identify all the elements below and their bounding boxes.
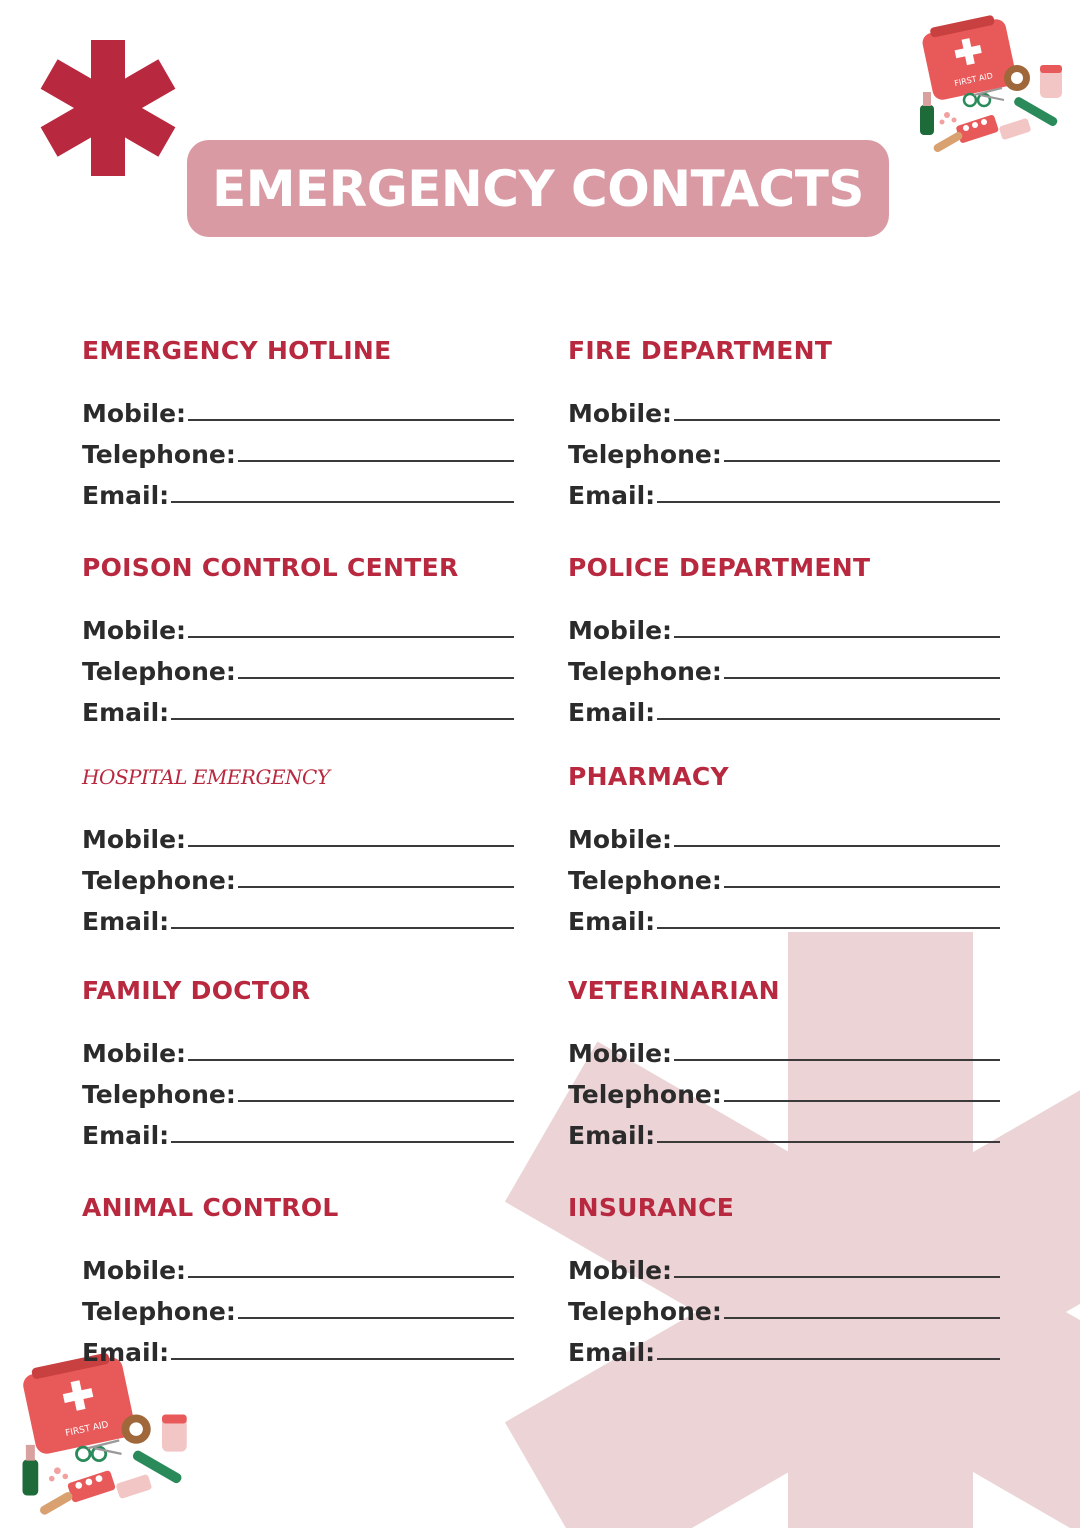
section-family-doctor xyxy=(82,976,514,1151)
telephone-label: Telephone: xyxy=(82,1080,236,1109)
section-title: PHARMACY xyxy=(568,762,729,791)
mobile-line[interactable] xyxy=(188,419,514,421)
email-field[interactable] xyxy=(568,1110,1000,1151)
section-emergency-hotline xyxy=(82,336,514,511)
mobile-label: Mobile: xyxy=(82,399,187,428)
first-aid-kit-icon xyxy=(18,1352,198,1522)
section-title: VETERINARIAN xyxy=(568,976,780,1005)
mobile-label: Mobile: xyxy=(82,616,187,645)
email-field[interactable] xyxy=(568,687,1000,728)
telephone-line[interactable] xyxy=(724,1317,1000,1319)
mobile-label: Mobile: xyxy=(568,825,673,854)
telephone-line[interactable] xyxy=(238,1100,514,1102)
first-aid-kit-icon xyxy=(912,10,1072,160)
email-label: Email: xyxy=(568,1338,656,1367)
mobile-label: Mobile: xyxy=(568,616,673,645)
email-label: Email: xyxy=(568,907,656,936)
mobile-line[interactable] xyxy=(674,1059,1000,1061)
telephone-field[interactable] xyxy=(568,1069,1000,1110)
section-title: POLICE DEPARTMENT xyxy=(568,553,871,582)
mobile-field[interactable] xyxy=(568,388,1000,429)
section-animal-control xyxy=(82,1193,514,1368)
telephone-label: Telephone: xyxy=(568,866,722,895)
mobile-field[interactable] xyxy=(82,1245,514,1286)
telephone-label: Telephone: xyxy=(568,657,722,686)
mobile-label: Mobile: xyxy=(568,1256,673,1285)
section-title: FAMILY DOCTOR xyxy=(82,976,311,1005)
mobile-label: Mobile: xyxy=(82,825,187,854)
email-line[interactable] xyxy=(657,501,1000,503)
telephone-field[interactable] xyxy=(82,855,514,896)
telephone-line[interactable] xyxy=(724,1100,1000,1102)
email-label: Email: xyxy=(82,1121,170,1150)
telephone-label: Telephone: xyxy=(82,1297,236,1326)
email-field[interactable] xyxy=(82,687,514,728)
mobile-field[interactable] xyxy=(568,605,1000,646)
telephone-field[interactable] xyxy=(568,646,1000,687)
mobile-label: Mobile: xyxy=(568,1039,673,1068)
section-veterinarian xyxy=(568,976,1000,1151)
telephone-line[interactable] xyxy=(724,677,1000,679)
telephone-label: Telephone: xyxy=(82,657,236,686)
section-hospital-emergency xyxy=(82,762,514,937)
telephone-line[interactable] xyxy=(238,886,514,888)
email-field[interactable] xyxy=(568,470,1000,511)
email-line[interactable] xyxy=(171,718,514,720)
section-insurance xyxy=(568,1193,1000,1368)
email-line[interactable] xyxy=(657,927,1000,929)
title-banner xyxy=(187,140,889,237)
telephone-label: Telephone: xyxy=(82,866,236,895)
email-label: Email: xyxy=(568,698,656,727)
email-label: Email: xyxy=(82,481,170,510)
email-line[interactable] xyxy=(171,927,514,929)
email-label: Email: xyxy=(82,1338,170,1367)
mobile-field[interactable] xyxy=(568,1245,1000,1286)
telephone-label: Telephone: xyxy=(568,440,722,469)
section-poison-control-center xyxy=(82,553,514,728)
email-field[interactable] xyxy=(568,896,1000,937)
page-title: EMERGENCY CONTACTS xyxy=(212,159,864,218)
telephone-line[interactable] xyxy=(238,1317,514,1319)
section-police-department xyxy=(568,553,1000,728)
mobile-line[interactable] xyxy=(674,419,1000,421)
telephone-line[interactable] xyxy=(238,460,514,462)
section-title: EMERGENCY HOTLINE xyxy=(82,336,392,365)
telephone-field[interactable] xyxy=(568,1286,1000,1327)
mobile-label: Mobile: xyxy=(82,1256,187,1285)
email-line[interactable] xyxy=(171,1141,514,1143)
section-title: HOSPITAL EMERGENCY xyxy=(82,765,330,789)
email-field[interactable] xyxy=(82,896,514,937)
telephone-field[interactable] xyxy=(568,429,1000,470)
mobile-field[interactable] xyxy=(82,388,514,429)
mobile-field[interactable] xyxy=(82,1028,514,1069)
telephone-line[interactable] xyxy=(724,886,1000,888)
email-label: Email: xyxy=(568,481,656,510)
mobile-field[interactable] xyxy=(568,814,1000,855)
section-title: FIRE DEPARTMENT xyxy=(568,336,833,365)
section-pharmacy xyxy=(568,762,1000,937)
mobile-field[interactable] xyxy=(82,605,514,646)
telephone-label: Telephone: xyxy=(568,1080,722,1109)
mobile-line[interactable] xyxy=(188,1059,514,1061)
telephone-field[interactable] xyxy=(568,855,1000,896)
telephone-field[interactable] xyxy=(82,1286,514,1327)
email-line[interactable] xyxy=(171,501,514,503)
medical-asterisk-icon xyxy=(38,38,178,178)
section-title: POISON CONTROL CENTER xyxy=(82,553,459,582)
email-field[interactable] xyxy=(82,1110,514,1151)
kit-label: FIRST AID xyxy=(64,1420,110,1439)
mobile-field[interactable] xyxy=(82,814,514,855)
mobile-line[interactable] xyxy=(674,1276,1000,1278)
telephone-line[interactable] xyxy=(724,460,1000,462)
mobile-line[interactable] xyxy=(674,845,1000,847)
mobile-line[interactable] xyxy=(674,636,1000,638)
email-line[interactable] xyxy=(657,718,1000,720)
telephone-field[interactable] xyxy=(82,646,514,687)
section-title: INSURANCE xyxy=(568,1193,735,1222)
email-field[interactable] xyxy=(82,1327,514,1368)
section-title: ANIMAL CONTROL xyxy=(82,1193,339,1222)
email-label: Email: xyxy=(82,698,170,727)
email-line[interactable] xyxy=(657,1141,1000,1143)
mobile-label: Mobile: xyxy=(568,399,673,428)
telephone-label: Telephone: xyxy=(82,440,236,469)
telephone-field[interactable] xyxy=(82,429,514,470)
mobile-line[interactable] xyxy=(188,845,514,847)
telephone-field[interactable] xyxy=(82,1069,514,1110)
mobile-field[interactable] xyxy=(568,1028,1000,1069)
email-label: Email: xyxy=(82,907,170,936)
email-label: Email: xyxy=(568,1121,656,1150)
email-field[interactable] xyxy=(568,1327,1000,1368)
telephone-label: Telephone: xyxy=(568,1297,722,1326)
email-line[interactable] xyxy=(171,1358,514,1360)
mobile-label: Mobile: xyxy=(82,1039,187,1068)
email-line[interactable] xyxy=(657,1358,1000,1360)
mobile-line[interactable] xyxy=(188,1276,514,1278)
kit-label: FIRST AID xyxy=(953,71,994,89)
mobile-line[interactable] xyxy=(188,636,514,638)
section-fire-department xyxy=(568,336,1000,511)
email-field[interactable] xyxy=(82,470,514,511)
telephone-line[interactable] xyxy=(238,677,514,679)
